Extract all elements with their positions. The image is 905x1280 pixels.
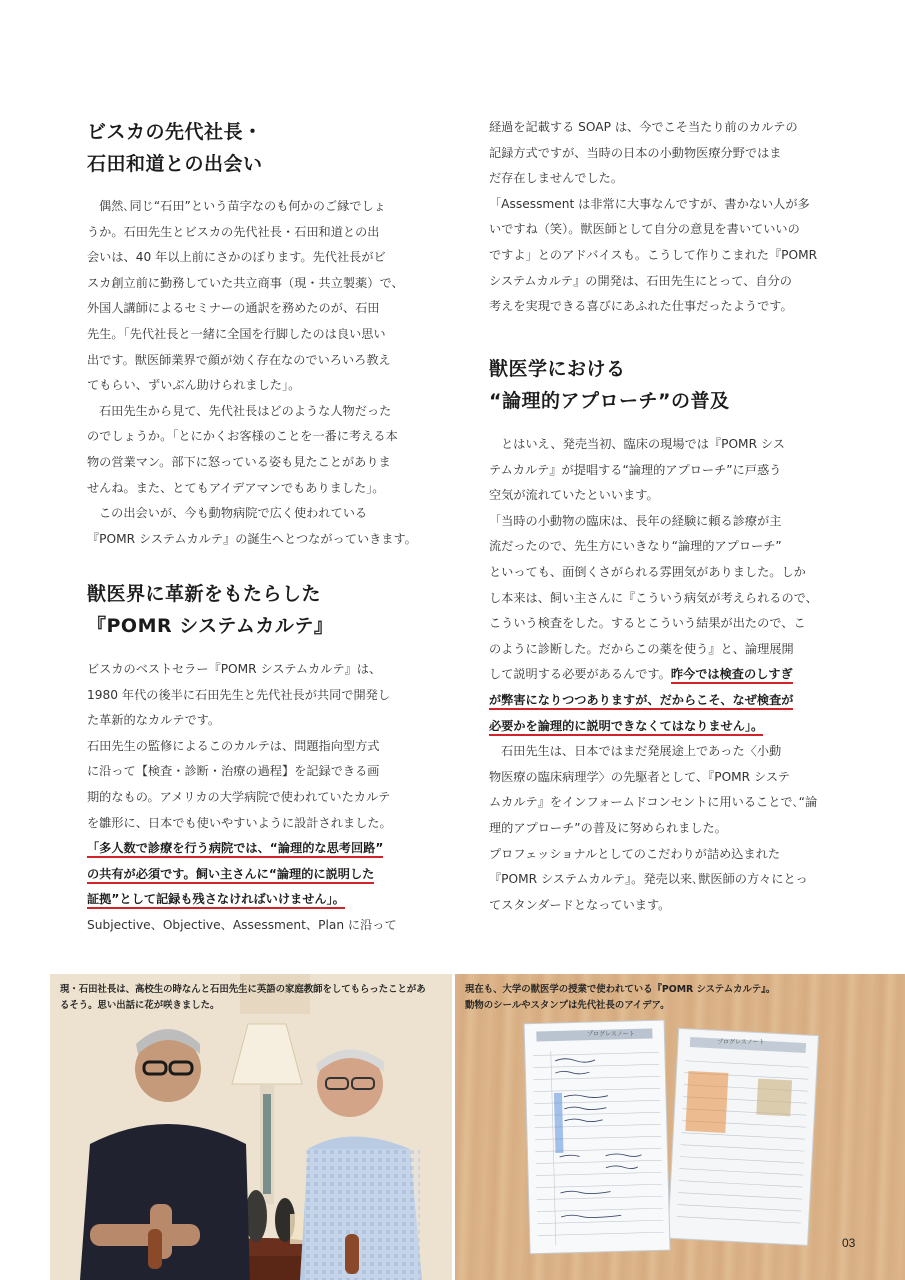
section3-body <box>489 432 820 918</box>
section3-heading-line1: 獣医学における <box>489 358 626 380</box>
highlight-text: 証拠”として記録も残さなければいけません」。 <box>87 892 345 909</box>
text-line: に沿って【検査・診断・治療の過程】を記録できる画 <box>87 764 380 779</box>
text-line: 理的アプローチ”の普及に努められました。 <box>489 820 727 835</box>
highlight-text: 昨今では検査のしすぎ <box>671 667 793 684</box>
text-line: 出です。獣医師業界で顔が効く存在なのでいろいろ教え <box>87 352 391 367</box>
text-line: せんね。また、とてもアイデアマンでもありました」。 <box>87 480 385 495</box>
text-line: ムカルテ』をインフォームドコンセントに用いることで､“論 <box>489 795 818 810</box>
text-line: テムカルテ』が提唱する“論理的アプローチ”に戸惑う <box>489 462 782 477</box>
text-line: 1980 年代の後半に石田先生と先代社長が共同で開発し <box>87 687 391 702</box>
text-line: 期的なもの。アメリカの大学病院で使われていたカルテ <box>87 789 391 804</box>
text-line: 空気が流れていたといいます。 <box>489 488 659 503</box>
photo-left-caption <box>60 982 426 1014</box>
caption-line: 動物のシールやスタンプは先代社長のアイデア。 <box>465 1000 670 1011</box>
text-line: 物の営業マン。部下に怒っている姿も見たことがありま <box>87 454 391 469</box>
text-line: 『POMR システムカルテ』。発売以来､獣医師の方々にとっ <box>489 872 808 887</box>
text-line: うか。石田先生とビスカの先代社長・石田和道との出 <box>87 224 380 239</box>
highlight-line <box>489 688 820 714</box>
section3-heading-line2: “論理的アプローチ”の普及 <box>489 390 730 412</box>
highlight-line <box>87 862 417 888</box>
sheet-title-back: プログレスノート <box>717 1039 765 1046</box>
paragraph <box>87 194 417 399</box>
text-line: Subjective、Objective、Assessment、Plan に沿って <box>87 917 397 932</box>
mixed-line <box>489 662 820 688</box>
highlight-text: が弊害になりつつありますが、だからこそ、なぜ検査が <box>489 693 793 710</box>
section3-heading <box>489 353 729 417</box>
highlight-line <box>87 836 417 862</box>
highlight-text: 必要かを論理的に説明できなくてはなりません」。 <box>489 719 763 736</box>
section1-heading <box>87 116 263 180</box>
form-sheets-illustration <box>455 974 905 1280</box>
text-line: ビスカのベストセラー『POMR システムカルテ』は、 <box>87 662 382 676</box>
section1-heading-line1: ビスカの先代社長・ <box>87 121 263 143</box>
text-line: のでしょうか。「とにかくお客様のことを一番に考える本 <box>87 429 398 444</box>
section1-body <box>87 194 417 552</box>
text-line: のように診断した。だからこの薬を使う』と、論理展開 <box>489 641 794 656</box>
sheet-title-front: プログレスノート <box>587 1031 635 1038</box>
highlight-line <box>489 714 820 740</box>
text-line: てもらい、ずいぶん助けられました」。 <box>87 378 301 393</box>
section2-heading <box>87 578 333 642</box>
text-line: 流だったので、先生方にいきなり“論理的アプローチ” <box>489 539 782 554</box>
photo-right-caption <box>465 982 775 1014</box>
text-line: 石田先生は、日本ではまだ発展途上であった〈小動 <box>501 744 782 759</box>
caption-line: 現在も、大学の獣医学の授業で使われている『POMR システムカルテ』。 <box>465 984 776 995</box>
text-line: 偶然､同じ“石田”という苗字なのも何かのご縁でしょ <box>99 199 386 213</box>
section2-continued <box>489 115 820 320</box>
section2-body <box>87 657 417 939</box>
text-line: 考えを実現できる喜びにあふれた仕事だったようです。 <box>489 299 793 314</box>
section1-heading-line2: 石田和道との出会い <box>87 153 263 175</box>
text-line: といっても、面倒くさがられる雰囲気がありました。しか <box>489 564 806 579</box>
highlight-text: 「多人数で診療を行う病院では、“論理的な思考回路” <box>87 841 383 858</box>
text-line: プロフェッショナルとしてのこだわりが詰め込まれた <box>489 846 781 861</box>
photo-chart-forms <box>455 974 905 1280</box>
text-line: スカ創立前に勤務していた共立商事（現・共立製薬）で、 <box>87 275 404 290</box>
paragraph <box>87 399 417 501</box>
text-line: 石田先生の監修によるこのカルテは、問題指向型方式 <box>87 738 380 753</box>
text-line: こういう検査をした。するとこういう結果が出たので、こ <box>489 616 806 631</box>
text-line: いですね（笑）。獣医師として自分の意見を書いていいの <box>489 222 800 237</box>
text-line: 会いは、40 年以上前にさかのぼります。先代社長がビ <box>87 250 386 265</box>
section2-heading-line2: 『POMR システムカルテ』 <box>87 615 334 637</box>
text-line: この出会いが、今も動物病院で広く使われている <box>99 506 368 521</box>
text-line: た革新的なカルテです。 <box>87 713 221 728</box>
text-line: 石田先生から見て、先代社長はどのような人物だった <box>99 403 392 418</box>
paragraph <box>87 501 417 552</box>
text-line: システムカルテ』の開発は、石田先生にとって、自分の <box>489 273 792 288</box>
text-line: 経過を記載する SOAP は、今でこそ当たり前のカルテの <box>489 120 798 134</box>
caption-line: 現・石田社長は、高校生の時なんと石田先生に英語の家庭教師をしてもらったことがあ <box>60 984 426 995</box>
text-line: だ存在しませんでした。 <box>489 171 624 186</box>
text-line: を雛形に、日本でも使いやすいように設計されました。 <box>87 815 392 830</box>
text-line: 「当時の小動物の臨床は、長年の経験に頼る診療が主 <box>489 513 782 528</box>
plain-text: して説明する必要があるんです。 <box>489 667 671 682</box>
text-line: 外国人講師によるセミナーの通訳を務めたのが、石田 <box>87 301 380 316</box>
caption-line: るそう。思い出話に花が咲きました。 <box>60 1000 220 1011</box>
page-number: 03 <box>842 1236 856 1250</box>
highlight-text: の共有が必須です。飼い主さんに“論理的に説明した <box>87 867 374 884</box>
text-line: 先生。「先代社長と一緒に全国を行脚したのは良い思い <box>87 326 386 341</box>
text-line: 『POMR システムカルテ』の誕生へとつながっていきます。 <box>87 531 417 546</box>
photo-two-men <box>50 974 452 1280</box>
text-line: 物医療の臨床病理学〉の先駆者として、『POMR システ <box>489 769 790 784</box>
section2-heading-line1: 獣医界に革新をもたらした <box>87 583 322 605</box>
text-line: てスタンダードとなっています。 <box>489 897 671 912</box>
text-line: 記録方式ですが、当時の日本の小動物医療分野ではま <box>489 145 782 160</box>
text-line: 「Assessment は非常に大事なんですが、書かない人が多 <box>489 196 810 211</box>
highlight-line <box>87 887 417 913</box>
text-line: し本来は、飼い主さんに『こういう病気が考えられるので、 <box>489 590 818 605</box>
text-line: とはいえ、発売当初、臨床の現場では『POMR シス <box>501 437 785 451</box>
text-line: ですよ」とのアドバイスも。こうして作りこまれた『POMR <box>489 247 818 262</box>
photo-illustration <box>50 974 452 1280</box>
